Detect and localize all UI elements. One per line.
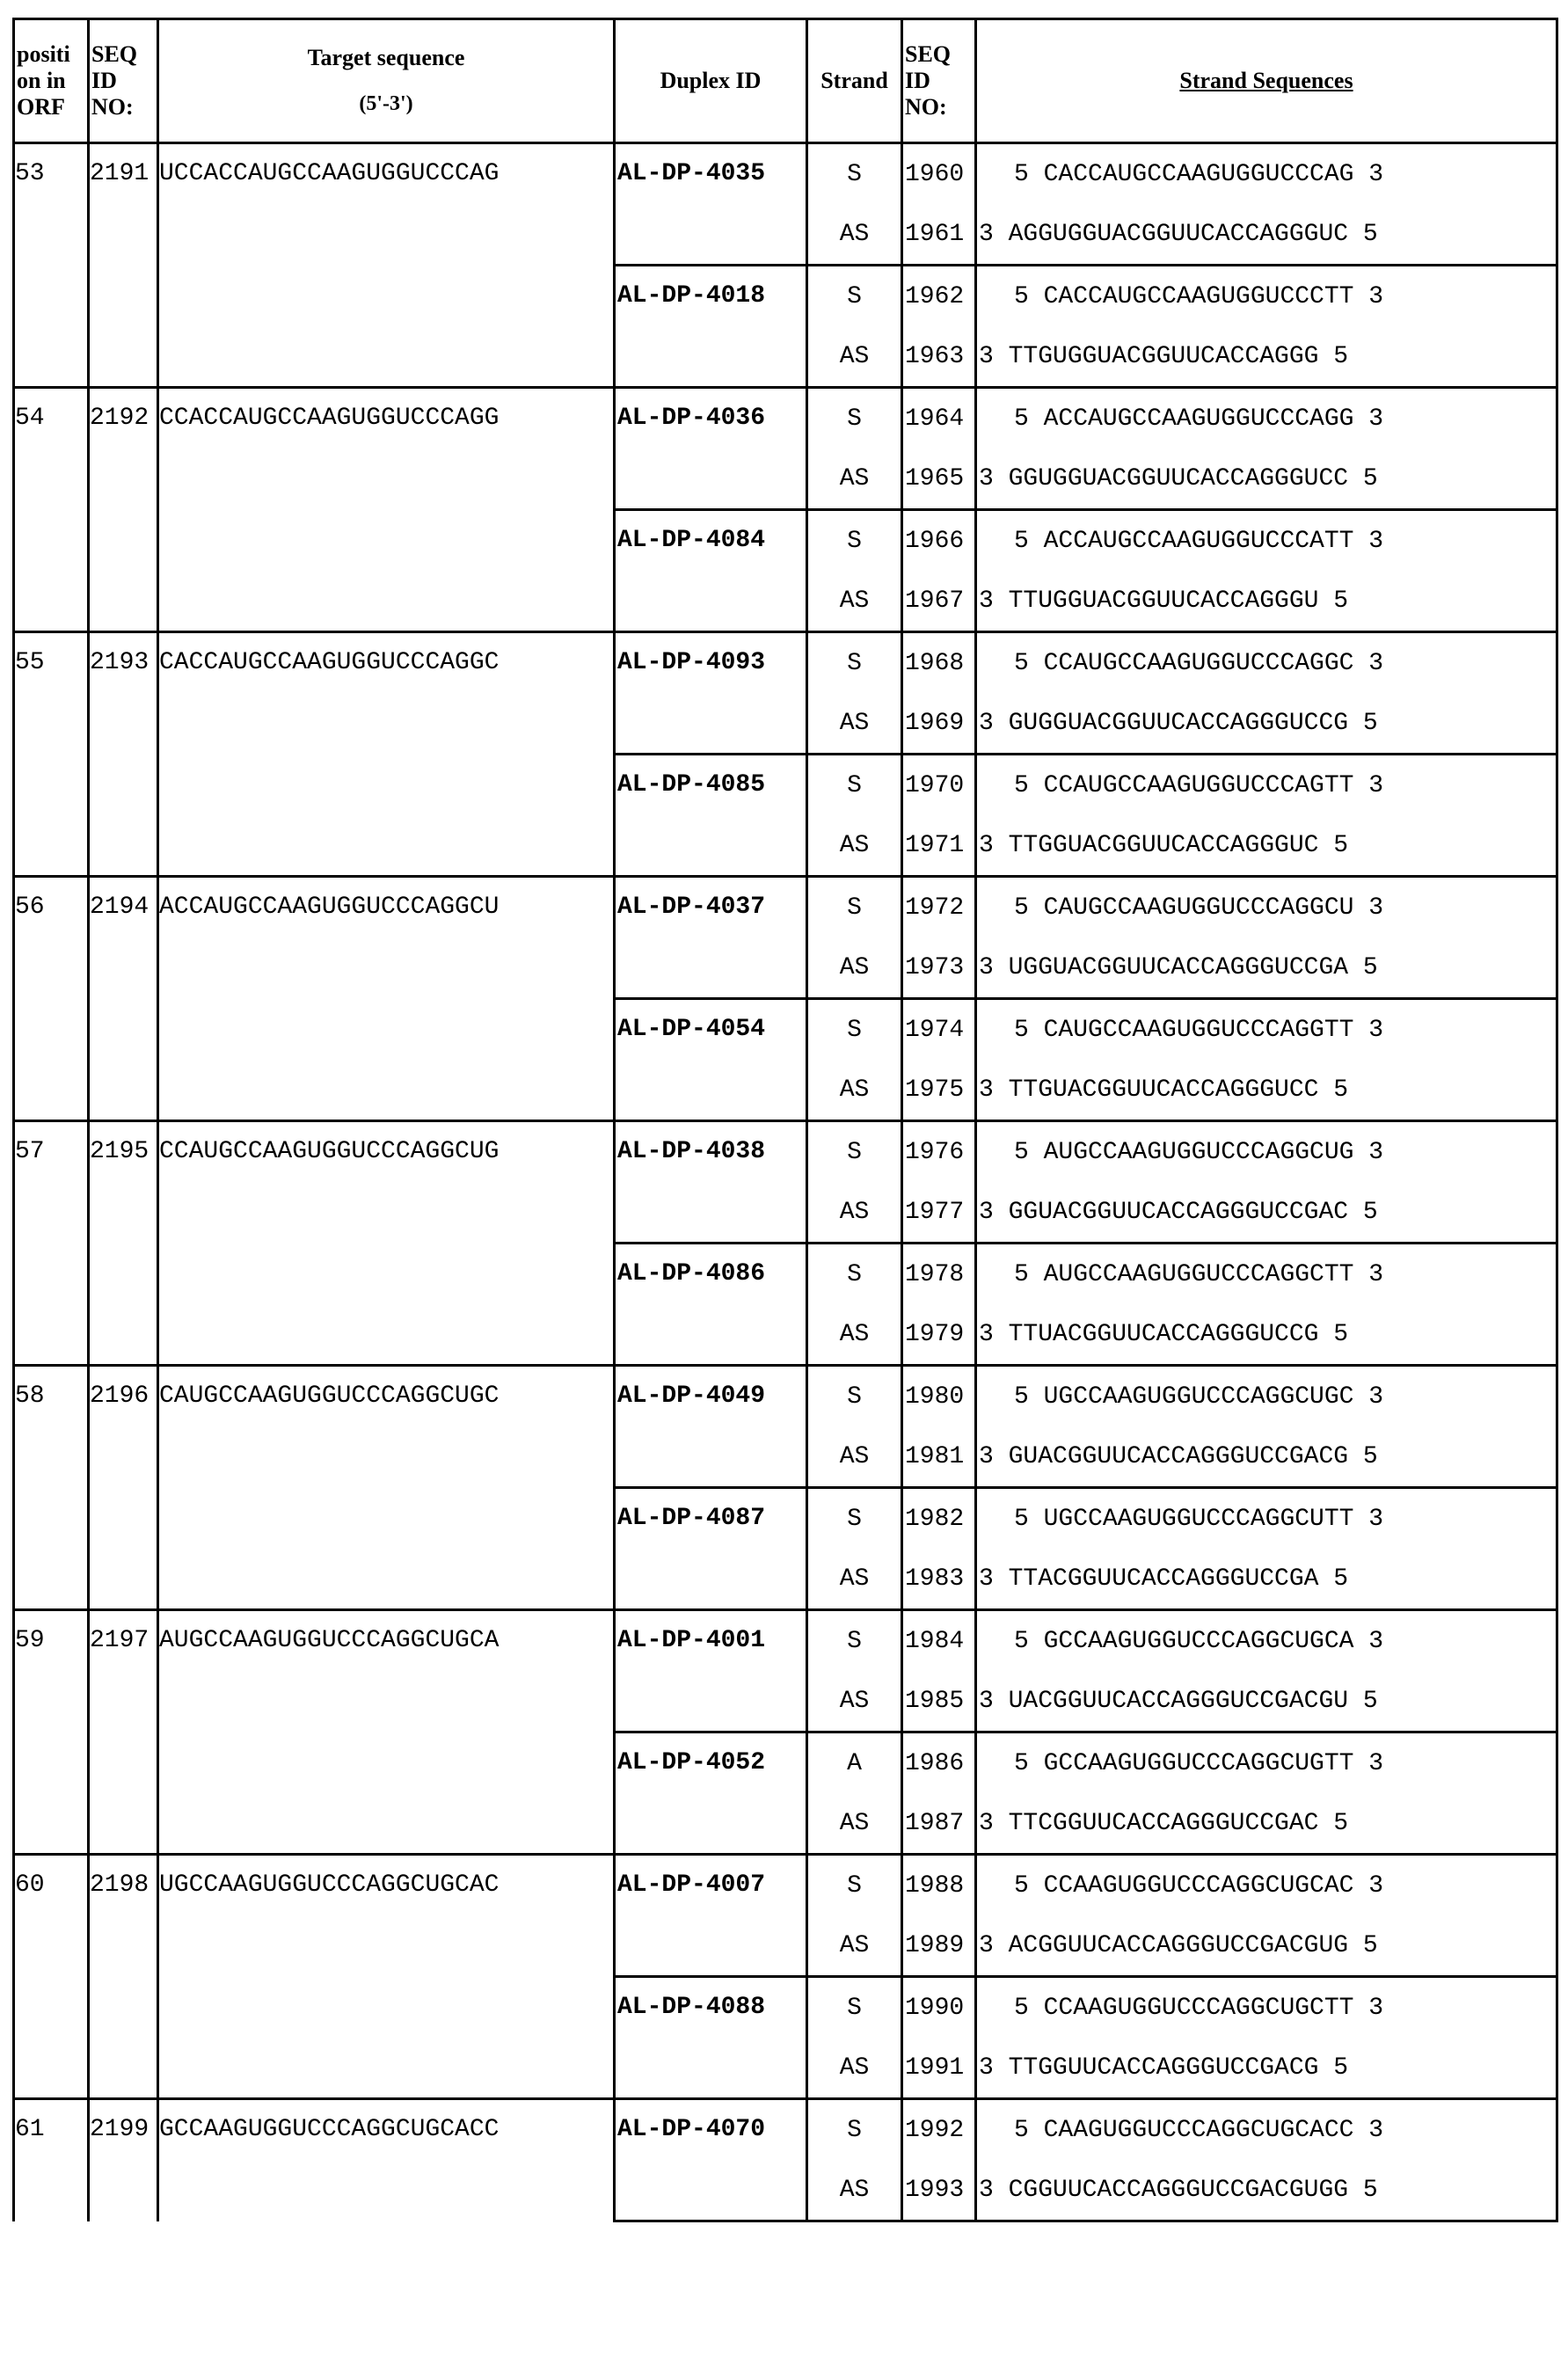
strand-type: S (807, 1366, 902, 1427)
duplex-id: AL-DP-4086 (615, 1244, 807, 1366)
header-strand-sequences-label: Strand Sequences (1179, 68, 1353, 93)
strand-type: S (807, 1977, 902, 2039)
strand-sequence: 3 UACGGUUCACCAGGGUCCGACGU 5 (976, 1671, 1557, 1732)
target-sequence: UGCCAAGUGGUCCCAGGCUGCAC (158, 1855, 615, 2099)
strand-sequence: 5 UGCCAAGUGGUCCCAGGCUTT 3 (976, 1488, 1557, 1550)
strand-seq-id: 1988 (902, 1855, 976, 1916)
strand-seq-id: 1985 (902, 1671, 976, 1732)
strand-sequence: 3 TTGUACGGUUCACCAGGGUCC 5 (976, 1060, 1557, 1121)
strand-sequence: 5 CAUGCCAAGUGGUCCCAGGTT 3 (976, 999, 1557, 1061)
duplex-id: AL-DP-4037 (615, 877, 807, 999)
header-row (14, 19, 1557, 143)
strand-type: AS (807, 1426, 902, 1488)
orf-position: 56 (14, 877, 89, 1121)
strand-type: AS (807, 937, 902, 999)
header-seq-id: SEQ ID NO: (89, 19, 158, 143)
strand-type: S (807, 388, 902, 449)
strand-seq-id: 1964 (902, 388, 976, 449)
target-sequence: CCACCAUGCCAAGUGGUCCCAGG (158, 388, 615, 632)
duplex-id: AL-DP-4054 (615, 999, 807, 1121)
strand-type: AS (807, 1182, 902, 1244)
strand-type: S (807, 1610, 902, 1672)
duplex-id: AL-DP-4036 (615, 388, 807, 510)
table-body (14, 143, 1557, 2221)
orf-position: 59 (14, 1610, 89, 1855)
strand-seq-id: 1960 (902, 143, 976, 205)
strand-seq-id: 1967 (902, 571, 976, 632)
strand-type: AS (807, 204, 902, 266)
strand-seq-id: 1992 (902, 2099, 976, 2161)
header-duplex-id: Duplex ID (615, 19, 807, 143)
strand-sequence: 5 CAAGUGGUCCCAGGCUGCACC 3 (976, 2099, 1557, 2161)
strand-sequence: 3 TTUACGGUUCACCAGGGUCCG 5 (976, 1304, 1557, 1366)
strand-type: AS (807, 1671, 902, 1732)
strand-sequence: 5 CCAAGUGGUCCCAGGCUGCAC 3 (976, 1855, 1557, 1916)
table-row (14, 143, 1557, 205)
orf-position: 58 (14, 1366, 89, 1610)
strand-sequence: 3 GUGGUACGGUUCACCAGGGUCCG 5 (976, 693, 1557, 755)
strand-seq-id: 1971 (902, 815, 976, 877)
header-strand: Strand (807, 19, 902, 143)
strand-seq-id: 1991 (902, 2038, 976, 2099)
target-seq-id: 2193 (89, 632, 158, 877)
strand-seq-id: 1977 (902, 1182, 976, 1244)
table-row (14, 632, 1557, 694)
strand-sequence: 3 TTGUGGUACGGUUCACCAGGG 5 (976, 326, 1557, 388)
sirna-duplex-table (12, 18, 1558, 2222)
duplex-id: AL-DP-4087 (615, 1488, 807, 1610)
strand-type: S (807, 1121, 902, 1183)
strand-sequence: 5 GCCAAGUGGUCCCAGGCUGCA 3 (976, 1610, 1557, 1672)
table-row (14, 1610, 1557, 1672)
target-sequence: CAUGCCAAGUGGUCCCAGGCUGC (158, 1366, 615, 1610)
target-seq-id: 2195 (89, 1121, 158, 1366)
table-row (14, 1855, 1557, 1916)
target-sequence: AUGCCAAGUGGUCCCAGGCUGCA (158, 1610, 615, 1855)
strand-sequence: 3 TTCGGUUCACCAGGGUCCGAC 5 (976, 1793, 1557, 1855)
duplex-id: AL-DP-4007 (615, 1855, 807, 1977)
strand-type: AS (807, 1304, 902, 1366)
orf-position: 53 (14, 143, 89, 388)
strand-sequence: 5 CACCAUGCCAAGUGGUCCCAG 3 (976, 143, 1557, 205)
strand-seq-id: 1979 (902, 1304, 976, 1366)
strand-sequence: 3 TTGGUUCACCAGGGUCCGACG 5 (976, 2038, 1557, 2099)
strand-seq-id: 1984 (902, 1610, 976, 1672)
target-seq-id: 2198 (89, 1855, 158, 2099)
strand-seq-id: 1972 (902, 877, 976, 938)
strand-sequence: 3 GUACGGUUCACCAGGGUCCGACG 5 (976, 1426, 1557, 1488)
strand-sequence: 5 ACCAUGCCAAGUGGUCCCAGG 3 (976, 388, 1557, 449)
duplex-id: AL-DP-4038 (615, 1121, 807, 1244)
table-row (14, 2099, 1557, 2161)
target-seq-id: 2191 (89, 143, 158, 388)
target-sequence: CCAUGCCAAGUGGUCCCAGGCUG (158, 1121, 615, 1366)
strand-sequence: 5 AUGCCAAGUGGUCCCAGGCUG 3 (976, 1121, 1557, 1183)
duplex-id: AL-DP-4052 (615, 1732, 807, 1855)
strand-seq-id: 1990 (902, 1977, 976, 2039)
strand-type: S (807, 1488, 902, 1550)
strand-sequence: 5 UGCCAAGUGGUCCCAGGCUGC 3 (976, 1366, 1557, 1427)
strand-type: S (807, 2099, 902, 2161)
strand-type: S (807, 755, 902, 816)
target-seq-id: 2197 (89, 1610, 158, 1855)
strand-seq-id: 1969 (902, 693, 976, 755)
strand-seq-id: 1986 (902, 1732, 976, 1794)
strand-seq-id: 1961 (902, 204, 976, 266)
strand-seq-id: 1989 (902, 1915, 976, 1977)
strand-type: AS (807, 571, 902, 632)
strand-type: AS (807, 326, 902, 388)
strand-sequence: 3 TTACGGUUCACCAGGGUCCGA 5 (976, 1549, 1557, 1610)
strand-seq-id: 1982 (902, 1488, 976, 1550)
duplex-id: AL-DP-4035 (615, 143, 807, 266)
strand-sequence: 3 ACGGUUCACCAGGGUCCGACGUG 5 (976, 1915, 1557, 1977)
strand-sequence: 5 AUGCCAAGUGGUCCCAGGCTT 3 (976, 1244, 1557, 1305)
strand-type: AS (807, 1060, 902, 1121)
strand-seq-id: 1993 (902, 2160, 976, 2221)
strand-type: S (807, 143, 902, 205)
target-seq-id: 2192 (89, 388, 158, 632)
strand-seq-id: 1983 (902, 1549, 976, 1610)
duplex-id: AL-DP-4084 (615, 510, 807, 632)
strand-sequence: 5 CCAUGCCAAGUGGUCCCAGTT 3 (976, 755, 1557, 816)
strand-type: S (807, 877, 902, 938)
target-seq-id: 2194 (89, 877, 158, 1121)
strand-sequence: 5 CACCAUGCCAAGUGGUCCCTT 3 (976, 266, 1557, 327)
strand-type: S (807, 510, 902, 572)
strand-type: AS (807, 693, 902, 755)
header-position: positi on in ORF (14, 19, 89, 143)
orf-position: 61 (14, 2099, 89, 2221)
orf-position: 54 (14, 388, 89, 632)
strand-type: AS (807, 1549, 902, 1610)
strand-sequence: 3 TTGGUACGGUUCACCAGGGUC 5 (976, 815, 1557, 877)
target-sequence: ACCAUGCCAAGUGGUCCCAGGCU (158, 877, 615, 1121)
strand-type: S (807, 999, 902, 1061)
header-strand-sequences (976, 19, 1557, 143)
duplex-id: AL-DP-4093 (615, 632, 807, 755)
target-sequence: UCCACCAUGCCAAGUGGUCCCAG (158, 143, 615, 388)
strand-type: AS (807, 815, 902, 877)
strand-seq-id: 1980 (902, 1366, 976, 1427)
strand-sequence: 3 GGUGGUACGGUUCACCAGGGUCC 5 (976, 449, 1557, 510)
strand-type: AS (807, 449, 902, 510)
target-sequence: GCCAAGUGGUCCCAGGCUGCACC (158, 2099, 615, 2221)
strand-type: AS (807, 2038, 902, 2099)
duplex-id: AL-DP-4088 (615, 1977, 807, 2099)
strand-sequence: 3 CGGUUCACCAGGGUCCGACGUGG 5 (976, 2160, 1557, 2221)
table-row (14, 388, 1557, 449)
strand-seq-id: 1966 (902, 510, 976, 572)
strand-sequence: 5 CAUGCCAAGUGGUCCCAGGCU 3 (976, 877, 1557, 938)
strand-seq-id: 1970 (902, 755, 976, 816)
strand-sequence: 5 CCAAGUGGUCCCAGGCUGCTT 3 (976, 1977, 1557, 2039)
strand-sequence: 3 AGGUGGUACGGUUCACCAGGGUC 5 (976, 204, 1557, 266)
strand-type: AS (807, 1793, 902, 1855)
orf-position: 60 (14, 1855, 89, 2099)
target-seq-id: 2196 (89, 1366, 158, 1610)
table-row (14, 1366, 1557, 1427)
header-target-label: Target sequence (308, 45, 465, 70)
strand-sequence: 3 GGUACGGUUCACCAGGGUCCGAC 5 (976, 1182, 1557, 1244)
strand-seq-id: 1968 (902, 632, 976, 694)
strand-seq-id: 1974 (902, 999, 976, 1061)
strand-type: S (807, 632, 902, 694)
duplex-id: AL-DP-4049 (615, 1366, 807, 1488)
strand-type: A (807, 1732, 902, 1794)
orf-position: 55 (14, 632, 89, 877)
strand-seq-id: 1963 (902, 326, 976, 388)
strand-sequence: 5 GCCAAGUGGUCCCAGGCUGTT 3 (976, 1732, 1557, 1794)
table-row (14, 877, 1557, 938)
strand-seq-id: 1976 (902, 1121, 976, 1183)
strand-type: S (807, 1244, 902, 1305)
strand-seq-id: 1962 (902, 266, 976, 327)
orf-position: 57 (14, 1121, 89, 1366)
strand-seq-id: 1981 (902, 1426, 976, 1488)
strand-sequence: 5 ACCAUGCCAAGUGGUCCCATT 3 (976, 510, 1557, 572)
target-sequence: CACCAUGCCAAGUGGUCCCAGGC (158, 632, 615, 877)
strand-type: S (807, 266, 902, 327)
strand-seq-id: 1973 (902, 937, 976, 999)
table-row (14, 1121, 1557, 1183)
strand-sequence: 3 UGGUACGGUUCACCAGGGUCCGA 5 (976, 937, 1557, 999)
strand-seq-id: 1975 (902, 1060, 976, 1121)
strand-seq-id: 1965 (902, 449, 976, 510)
strand-seq-id: 1978 (902, 1244, 976, 1305)
strand-seq-id: 1987 (902, 1793, 976, 1855)
strand-type: AS (807, 2160, 902, 2221)
duplex-id: AL-DP-4070 (615, 2099, 807, 2221)
header-seq-id-2: SEQ ID NO: (902, 19, 976, 143)
duplex-id: AL-DP-4001 (615, 1610, 807, 1732)
target-seq-id: 2199 (89, 2099, 158, 2221)
strand-type: S (807, 1855, 902, 1916)
duplex-id: AL-DP-4085 (615, 755, 807, 877)
strand-sequence: 5 CCAUGCCAAGUGGUCCCAGGC 3 (976, 632, 1557, 694)
duplex-id: AL-DP-4018 (615, 266, 807, 388)
header-target-sequence (158, 19, 615, 143)
strand-sequence: 3 TTUGGUACGGUUCACCAGGGU 5 (976, 571, 1557, 632)
strand-type: AS (807, 1915, 902, 1977)
header-target-orientation: (5'-3') (159, 91, 613, 117)
